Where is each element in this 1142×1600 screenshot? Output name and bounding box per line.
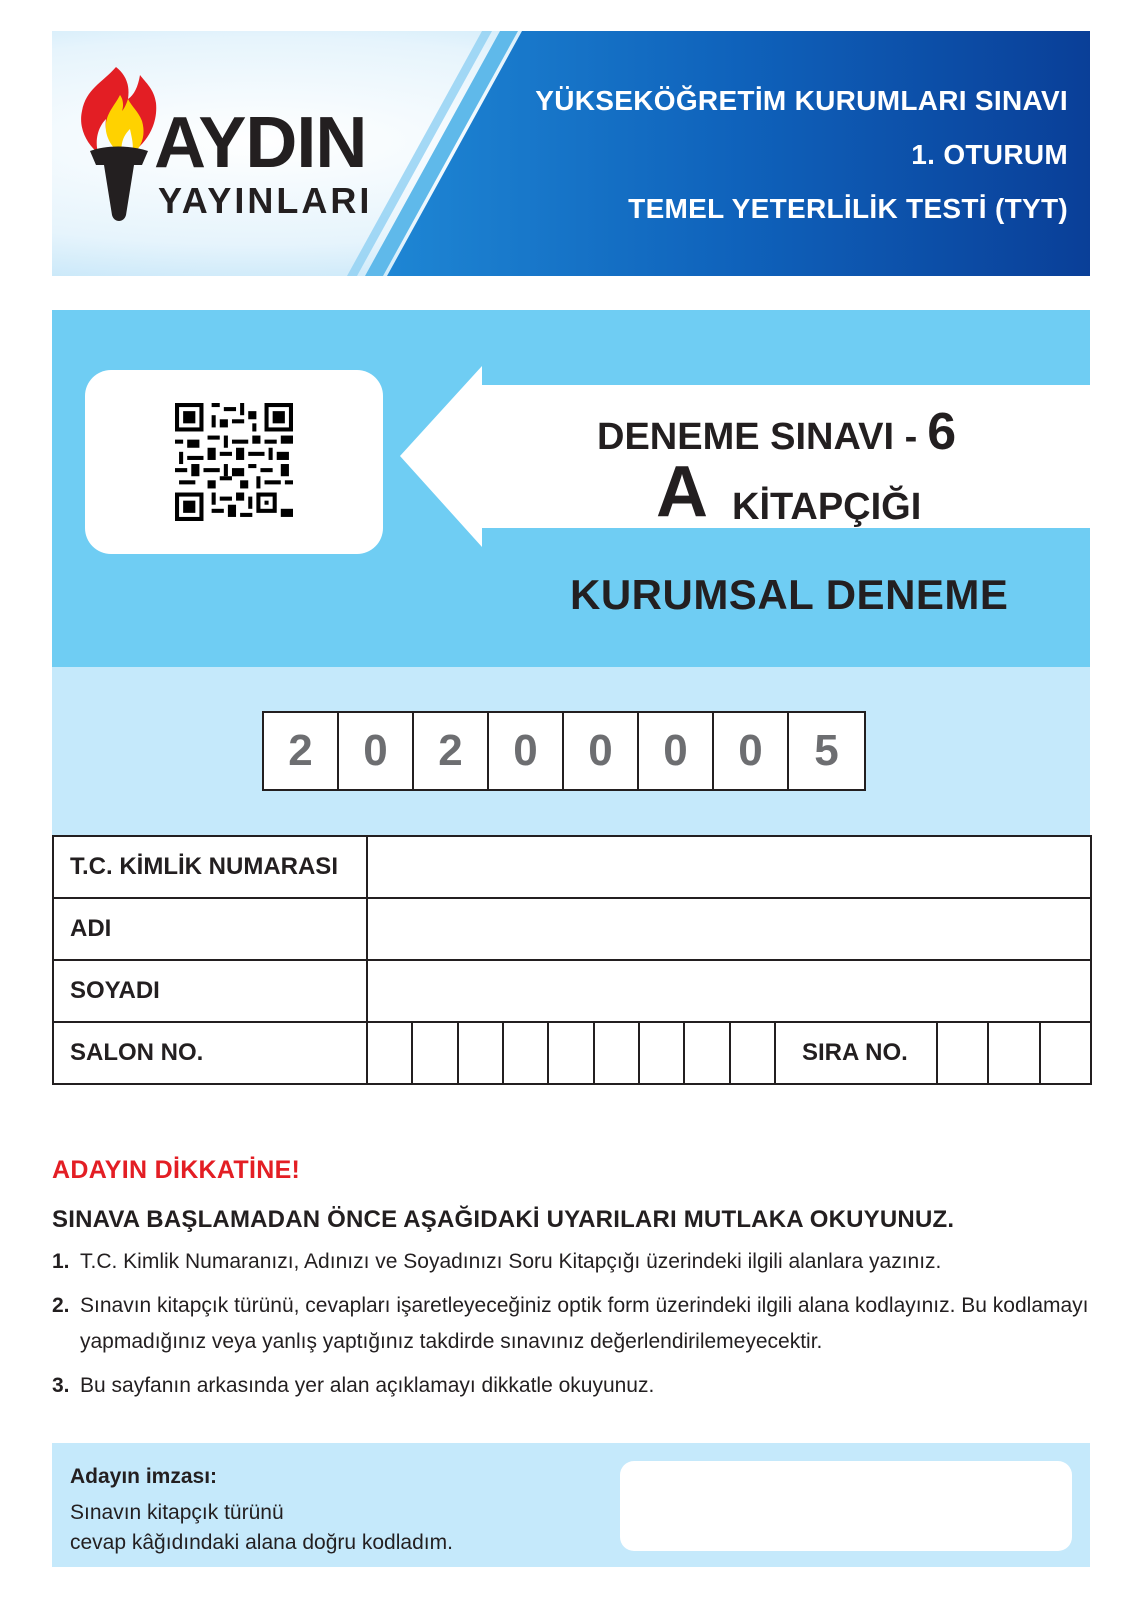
instruction-text: Sınavın kitapçık türünü, cevapları işaretleyeceğiniz optik form üzerindeki ilgili alana kodlayınız. Bu kodlamayı yapmadığınız veya yanlış yaptığınız takdirde sınavınız değerlendirilemeyecektir. xyxy=(80,1294,1089,1353)
code-digit: 0 xyxy=(639,713,714,789)
exam-title: YÜKSEKÖĞRETİM KURUMLARI SINAVI xyxy=(535,85,1068,116)
salon-field[interactable] xyxy=(367,1022,775,1084)
table-row xyxy=(53,898,1091,960)
sira-label: SIRA NO. xyxy=(775,1022,937,1084)
instruction-text: T.C. Kimlik Numaranızı, Adınızı ve Soyadınızı Soru Kitapçığı üzerindeki ilgili alanlara yazınız. xyxy=(80,1250,942,1273)
brand-subname: YAYINLARI xyxy=(158,180,373,221)
instruction-number: 1. xyxy=(52,1250,70,1273)
instruction-item xyxy=(52,1288,1102,1360)
exam-test-name: TEMEL YETERLİLİK TESTİ (TYT) xyxy=(628,193,1068,224)
instruction-item xyxy=(52,1368,1102,1404)
booklet-word: KİTAPÇIĞI xyxy=(732,486,922,528)
salon-label: SALON NO. xyxy=(53,1022,367,1084)
code-digit: 5 xyxy=(814,726,839,775)
surname-label: SOYADI xyxy=(53,960,367,1022)
candidate-info-table xyxy=(52,835,1092,1085)
code-digit: 0 xyxy=(714,713,789,789)
exam-number-title xyxy=(597,403,957,461)
instruction-item xyxy=(52,1244,1102,1280)
booklet-code-panel xyxy=(52,667,1090,835)
booklet-letter: A xyxy=(656,452,708,532)
qr-code-icon xyxy=(175,403,293,521)
sira-field[interactable] xyxy=(937,1022,1091,1084)
instruction-number: 3. xyxy=(52,1374,70,1397)
surname-field[interactable] xyxy=(367,960,1091,1022)
exam-number-label: DENEME SINAVI - xyxy=(597,416,918,458)
table-row xyxy=(53,836,1091,898)
exam-session: 1. OTURUM xyxy=(911,139,1068,170)
signature-statement-line1: Sınavın kitapçık türünü xyxy=(70,1501,284,1524)
table-row xyxy=(53,1022,1091,1084)
tc-field[interactable] xyxy=(367,836,1091,898)
instructions-heading: SINAVA BAŞLAMADAN ÖNCE AŞAĞIDAKİ UYARILARI MUTLAKA OKUYUNUZ. xyxy=(52,1206,955,1233)
torch-flame-icon xyxy=(76,65,160,225)
signature-panel xyxy=(52,1443,1090,1567)
instruction-number: 2. xyxy=(52,1294,70,1317)
table-row xyxy=(53,960,1091,1022)
code-digit: 2 xyxy=(414,713,489,789)
code-digit: 0 xyxy=(489,713,564,789)
signature-box[interactable] xyxy=(620,1461,1072,1551)
attention-heading: ADAYIN DİKKATİNE! xyxy=(52,1156,301,1184)
instruction-text: Bu sayfanın arkasında yer alan açıklamayı dikkatle okuyunuz. xyxy=(80,1374,655,1397)
name-field[interactable] xyxy=(367,898,1091,960)
signature-label: Adayın imzası: xyxy=(70,1465,218,1488)
booklet-code xyxy=(262,711,866,791)
tc-label: T.C. KİMLİK NUMARASI xyxy=(53,836,367,898)
code-digit: 2 xyxy=(264,713,339,789)
code-digit: 0 xyxy=(339,713,414,789)
brand-name: AYDIN xyxy=(154,103,367,183)
name-label: ADI xyxy=(53,898,367,960)
signature-statement-line2: cevap kâğıdındaki alana doğru kodladım. xyxy=(70,1531,453,1554)
exam-number: 6 xyxy=(927,403,957,461)
code-digit: 0 xyxy=(564,713,639,789)
title-panel xyxy=(52,310,1090,667)
qr-card xyxy=(85,370,383,554)
exam-kind: KURUMSAL DENEME xyxy=(570,571,1009,618)
header-banner xyxy=(52,31,1090,276)
